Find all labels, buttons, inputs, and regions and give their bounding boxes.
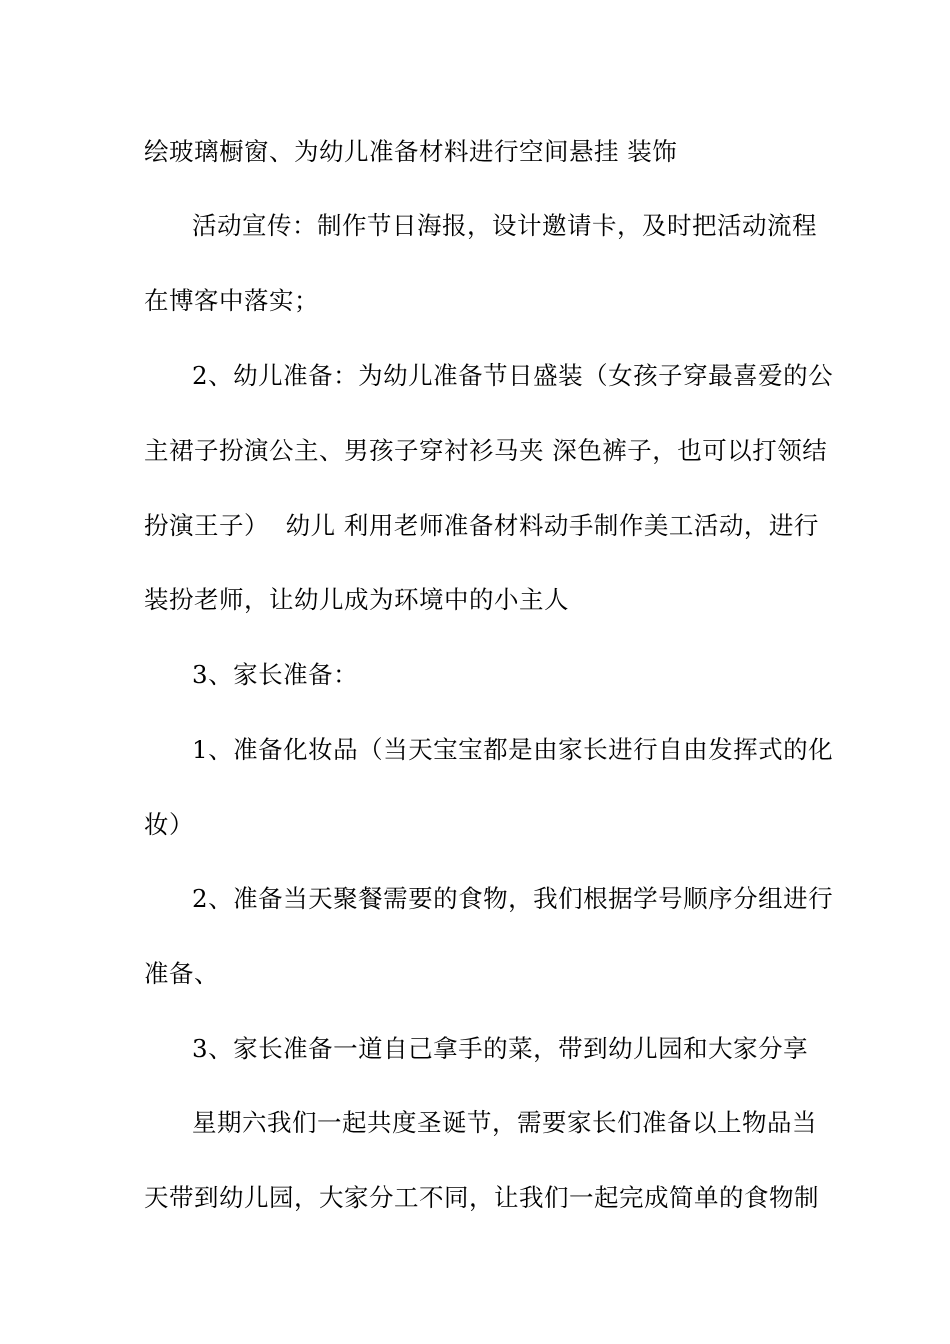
text-line-3: 在博客中落实； [144, 286, 319, 315]
text-line-6: 扮演王子） 幼儿 利用老师准备材料动手制作美工活动，进行 [144, 511, 819, 540]
text-line-10: 妆） [144, 810, 194, 839]
text-line-14: 星期六我们一起共度圣诞节，需要家长们准备以上物品当 [192, 1108, 817, 1137]
text-line-4: 2、幼儿准备：为幼儿准备节日盛装（女孩子穿最喜爱的公 [192, 361, 834, 390]
text-line-5: 主裙子扮演公主、男孩子穿衬衫马夹 深色裤子，也可以打领结 [144, 436, 828, 465]
text-line-9: 1、准备化妆品（当天宝宝都是由家长进行自由发挥式的化 [192, 735, 834, 764]
text-line-1: 绘玻璃橱窗、为幼儿准备材料进行空间悬挂 装饰 [144, 137, 678, 166]
text-line-8: 3、家长准备： [192, 660, 359, 689]
text-line-2: 活动宣传：制作节日海报，设计邀请卡，及时把活动流程 [192, 211, 817, 240]
text-line-11: 2、准备当天聚餐需要的食物，我们根据学号顺序分组进行 [192, 884, 834, 913]
text-line-15: 天带到幼儿园，大家分工不同，让我们一起完成简单的食物制 [144, 1183, 819, 1212]
text-line-7: 装扮老师，让幼儿成为环境中的小主人 [144, 585, 569, 614]
text-line-12: 准备、 [144, 959, 219, 988]
text-line-13: 3、家长准备一道自己拿手的菜，带到幼儿园和大家分享 [192, 1034, 809, 1063]
